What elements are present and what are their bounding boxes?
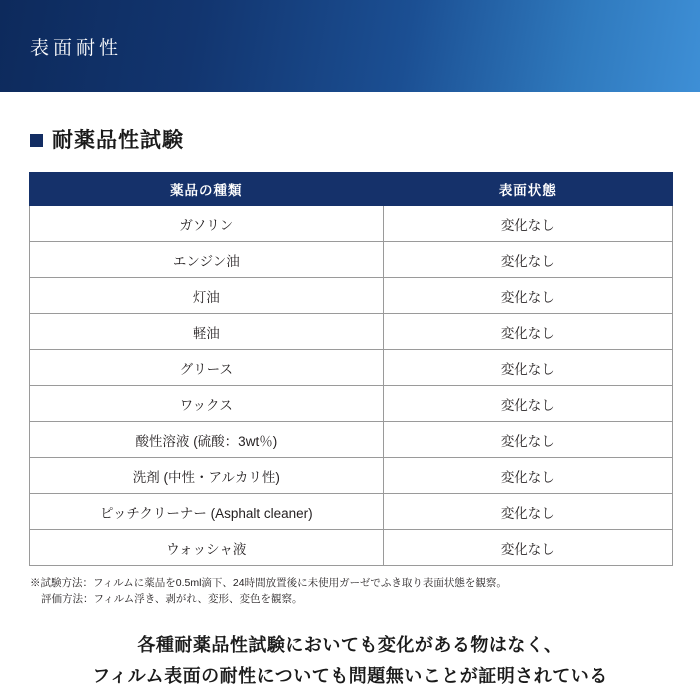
table-cell-chemical: ピッチクリーナー (Asphalt cleaner) [30,494,384,530]
page-content [0,124,700,693]
page-header [0,0,700,92]
table-row [30,422,673,458]
section-heading [30,124,672,154]
table-cell-surface: 変化なし [383,422,672,458]
table-row [30,278,673,314]
conclusion-line-2: フィルム表面の耐性についても問題無いことが証明されている [92,666,608,687]
square-bullet-icon [30,134,43,147]
table-row [30,206,673,242]
table-column-header-chemical: 薬品の種類 [30,173,384,206]
table-row [30,386,673,422]
table-row [30,494,673,530]
note-line-1: ※試験方法：フィルムに薬品を0.5ml滴下、24時間放置後に未使用ガーゼでふき取り表面状態を観察。 [30,577,507,589]
chemical-resistance-table [29,172,673,566]
table-cell-chemical: ガソリン [30,206,384,242]
section-heading-text: 耐薬品性試験 [52,129,184,152]
header-title: 表面耐性 [30,37,123,59]
table-cell-chemical: 洗剤 (中性・アルカリ性) [30,458,384,494]
table-row [30,314,673,350]
table-cell-surface: 変化なし [383,458,672,494]
table-cell-surface: 変化なし [383,314,672,350]
test-method-note [30,575,672,608]
table-cell-chemical: ウォッシャ液 [30,530,384,566]
table-row [30,242,673,278]
table-cell-chemical: グリース [30,350,384,386]
table-cell-surface: 変化なし [383,386,672,422]
table-cell-chemical: 灯油 [30,278,384,314]
table-cell-surface: 変化なし [383,530,672,566]
table-cell-chemical: ワックス [30,386,384,422]
table-header-row [30,173,673,206]
table-cell-surface: 変化なし [383,494,672,530]
note-line-2: 評価方法：フィルム浮き、剥がれ、変形、変色を観察。 [41,593,303,606]
table-cell-surface: 変化なし [383,350,672,386]
table-cell-surface: 変化なし [383,278,672,314]
table-cell-chemical: 軽油 [30,314,384,350]
table-row [30,530,673,566]
table-row [30,350,673,386]
table-cell-surface: 変化なし [383,206,672,242]
table-column-header-surface: 表面状態 [383,173,672,206]
table-cell-chemical: エンジン油 [30,242,384,278]
table-row [30,458,673,494]
table-cell-chemical: 酸性溶液 (硫酸：3wt％) [30,422,384,458]
conclusion-text [28,630,672,693]
table-cell-surface: 変化なし [383,242,672,278]
conclusion-line-1: 各種耐薬品性試験においても変化がある物はなく、 [137,634,563,655]
